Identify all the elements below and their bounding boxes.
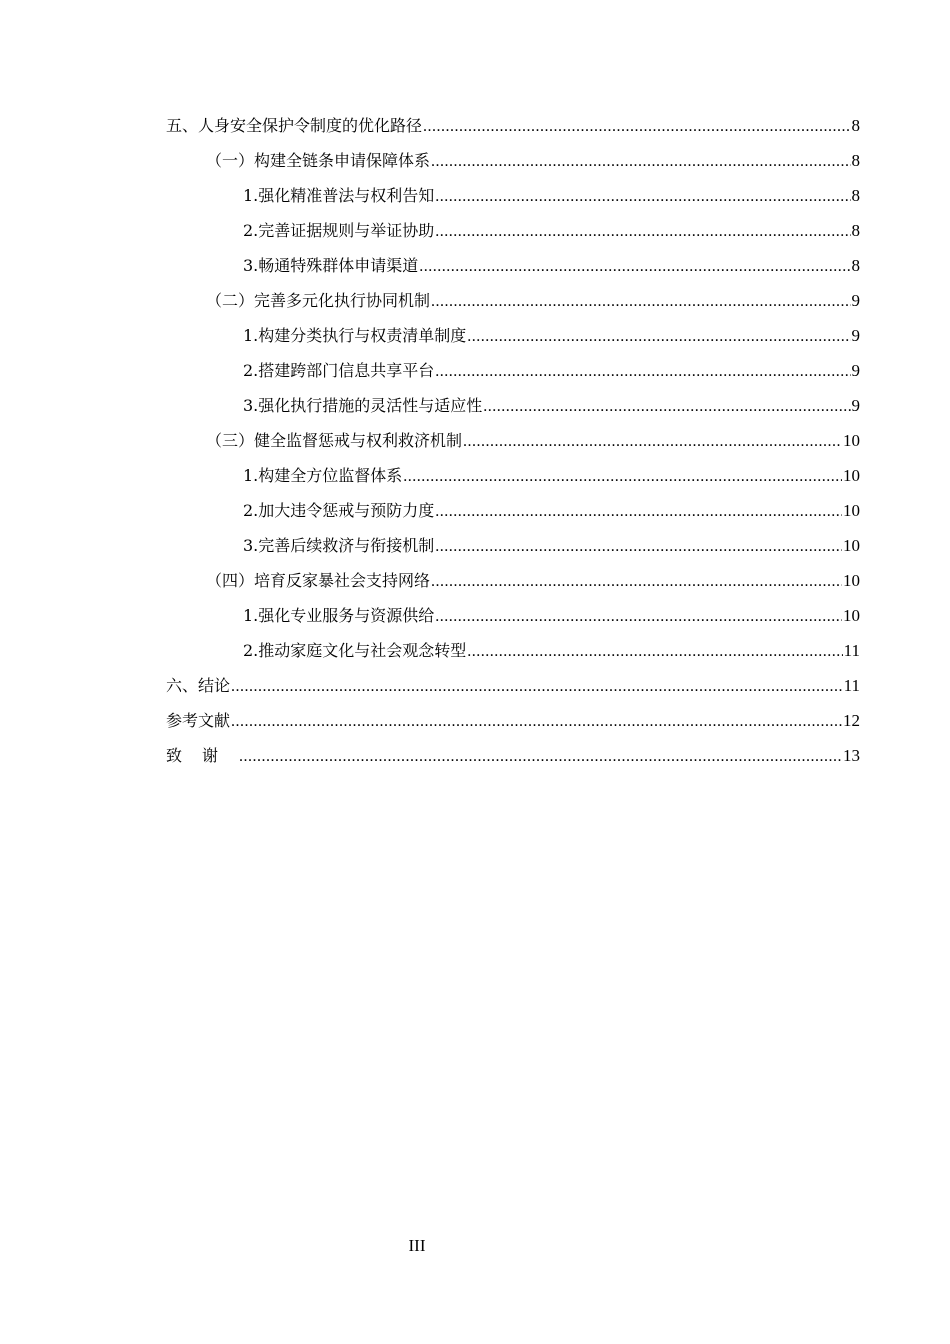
table-of-contents	[166, 108, 860, 773]
toc-entry[interactable]	[166, 633, 860, 668]
toc-dot-leader	[431, 284, 850, 319]
toc-dot-leader	[231, 704, 842, 739]
toc-entry-page: 13	[843, 746, 860, 765]
toc-dot-leader	[435, 599, 842, 634]
toc-entry-page: 10	[843, 501, 860, 520]
toc-entry-page: 10	[843, 536, 860, 555]
toc-entry-title: 参考文献	[166, 711, 231, 730]
toc-entry[interactable]	[166, 283, 860, 318]
toc-entry-page: 10	[843, 431, 860, 450]
toc-entry-page: 8	[851, 256, 860, 275]
toc-entry[interactable]	[166, 668, 860, 703]
toc-dot-leader	[435, 179, 850, 214]
toc-entry-title: 3.完善后续救济与衔接机制	[243, 536, 435, 555]
toc-entry[interactable]	[166, 318, 860, 353]
toc-entry[interactable]	[166, 143, 860, 178]
toc-entry[interactable]	[166, 563, 860, 598]
toc-dot-leader	[435, 214, 850, 249]
toc-dot-leader	[467, 634, 842, 669]
toc-entry-title: 1.构建全方位监督体系	[243, 466, 403, 485]
toc-dot-leader	[431, 144, 850, 179]
toc-entry-page: 12	[843, 711, 860, 730]
toc-dot-leader	[423, 109, 850, 144]
toc-entry[interactable]	[166, 703, 860, 738]
toc-entry-page: 10	[843, 571, 860, 590]
toc-dot-leader	[435, 494, 842, 529]
toc-dot-leader	[435, 529, 842, 564]
toc-dot-leader	[239, 739, 842, 774]
toc-dot-leader	[403, 459, 842, 494]
toc-entry[interactable]	[166, 423, 860, 458]
toc-entry-page: 9	[851, 361, 860, 380]
toc-entry-title: 致谢	[166, 746, 239, 765]
toc-entry-title: 1.强化精准普法与权利告知	[243, 186, 435, 205]
toc-entry-title: 1.构建分类执行与权责清单制度	[243, 326, 467, 345]
toc-entry-title: 2.搭建跨部门信息共享平台	[243, 361, 435, 380]
toc-entry-page: 9	[851, 326, 860, 345]
toc-dot-leader	[231, 669, 843, 704]
toc-entry[interactable]	[166, 598, 860, 633]
toc-entry[interactable]	[166, 388, 860, 423]
toc-entry-page: 10	[843, 466, 860, 485]
toc-entry-page: 8	[851, 221, 860, 240]
toc-entry[interactable]	[166, 353, 860, 388]
toc-entry-title: （三）健全监督惩戒与权利救济机制	[206, 431, 463, 450]
toc-entry[interactable]	[166, 248, 860, 283]
toc-entry-page: 8	[851, 116, 860, 135]
toc-entry[interactable]	[166, 458, 860, 493]
toc-entry[interactable]	[166, 738, 860, 773]
toc-dot-leader	[431, 564, 842, 599]
page-number: III	[408, 1236, 426, 1255]
toc-entry-page: 9	[851, 291, 860, 310]
toc-entry-page: 10	[843, 606, 860, 625]
toc-entry[interactable]	[166, 528, 860, 563]
toc-entry-page: 9	[851, 396, 860, 415]
toc-dot-leader	[419, 249, 850, 284]
toc-entry-title: 2.推动家庭文化与社会观念转型	[243, 641, 467, 660]
toc-dot-leader	[483, 389, 850, 424]
toc-entry-title: 六、结论	[166, 676, 231, 695]
toc-entry[interactable]	[166, 213, 860, 248]
toc-entry-title: （一）构建全链条申请保障体系	[206, 151, 431, 170]
toc-dot-leader	[467, 319, 850, 354]
toc-entry-page: 8	[851, 186, 860, 205]
toc-entry-title: 3.畅通特殊群体申请渠道	[243, 256, 419, 275]
toc-dot-leader	[463, 424, 842, 459]
toc-entry-page: 11	[843, 641, 860, 660]
toc-entry[interactable]	[166, 108, 860, 143]
toc-entry-title: 1.强化专业服务与资源供给	[243, 606, 435, 625]
toc-entry[interactable]	[166, 178, 860, 213]
toc-entry-title: （四）培育反家暴社会支持网络	[206, 571, 431, 590]
toc-entry-title: 2.完善证据规则与举证协助	[243, 221, 435, 240]
toc-entry-page: 11	[843, 676, 860, 695]
toc-entry-title: 五、人身安全保护令制度的优化路径	[166, 116, 423, 135]
toc-entry-title: 3.强化执行措施的灵活性与适应性	[243, 396, 483, 415]
toc-entry[interactable]	[166, 493, 860, 528]
toc-entry-title: 2.加大违令惩戒与预防力度	[243, 501, 435, 520]
toc-dot-leader	[435, 354, 850, 389]
toc-entry-page: 8	[851, 151, 860, 170]
toc-entry-title: （二）完善多元化执行协同机制	[206, 291, 431, 310]
